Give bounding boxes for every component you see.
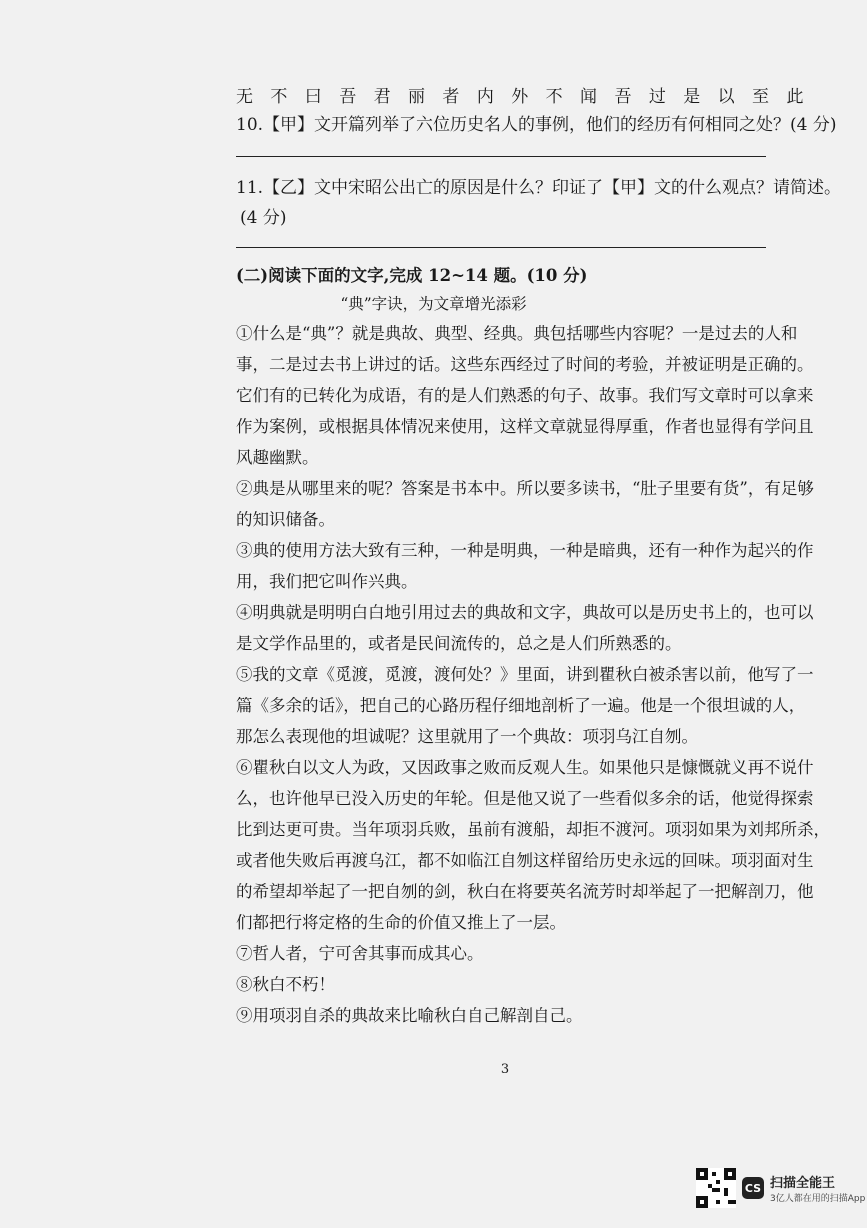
text-line: 它们有的已转化为成语，有的是人们熟悉的句子、故事。我们写文章时可以拿来 [236,386,814,405]
text-line: ⑤我的文章《觅渡，觅渡，渡何处？》里面，讲到瞿秋白被杀害以前，他写了一 [236,665,814,684]
section-heading: (二)阅读下面的文字,完成 12~14 题。(10 分) [236,266,588,285]
article-title: “典”字诀，为文章增光添彩 [340,295,527,313]
text-line: 或者他失败后再渡乌江，都不如临江自刎这样留给历史永远的回味。项羽面对生 [236,851,814,870]
paragraph-1 [236,318,814,473]
question-10: 10.【甲】文开篇列举了六位历史名人的事例，他们的经历有何相同之处？(4 分) [236,115,837,135]
text-line: 的希望却举起了一把自刎的剑，秋白在将要英名流芳时却举起了一把解剖刀，他 [236,882,814,901]
text-line: ⑨用项羽自杀的典故来比喻秋白自己解剖自己。 [236,1006,583,1025]
text-line: 的知识储备。 [236,510,335,529]
paragraph-7 [236,938,781,969]
text-line: 风趣幽默。 [236,448,319,467]
text-line: 事，二是过去书上讲过的话。这些东西经过了时间的考验，并被证明是正确的。 [236,355,814,374]
camscanner-logo-icon: CS [742,1177,764,1199]
article-body [236,318,830,1031]
text-line: ⑥瞿秋白以文人为政，又因政事之败而反观人生。如果他只是慷慨就义再不说什 [236,758,814,777]
paragraph-6 [236,752,830,938]
text-line: 么，也许他早已没入历史的年轮。但是他又说了一些看似多余的话，他觉得探索 [236,789,814,808]
question-11-score: (4 分) [240,208,287,228]
paragraph-9 [236,1000,781,1031]
text-line: ②典是从哪里来的呢？答案是书本中。所以要多读书，“肚子里要有货”，有足够 [236,479,814,498]
answer-line-11 [236,247,766,248]
qr-code-icon [696,1168,736,1208]
page-number: 3 [500,1062,510,1077]
text-line: 那怎么表现他的坦诚呢？这里就用了一个典故：项羽乌江自刎。 [236,727,698,746]
paragraph-5 [236,659,814,752]
paragraph-2 [236,473,814,535]
text-line: 作为案例，或根据具体情况来使用，这样文章就显得厚重，作者也显得有学问且 [236,417,814,436]
text-line: 们都把行将定格的生命的价值又推上了一层。 [236,913,566,932]
text-line: ⑧秋白不朽！ [236,975,335,994]
q9-tail-text: 无 不 曰 吾 君 丽 者 内 外 不 闻 吾 过 是 以 至 此 [236,87,810,107]
text-line: 比到达更可贵。当年项羽兵败，虽前有渡船，却拒不渡河。项羽如果为刘邦所杀， [236,820,830,839]
brand-name: 扫描全能王 [770,1176,836,1191]
text-line: 是文学作品里的，或者是民间流传的，总之是人们所熟悉的。 [236,634,682,653]
scanner-watermark [696,1168,865,1208]
brand-tagline: 3亿人都在用的扫描App [770,1194,866,1204]
question-11: 11.【乙】文中宋昭公出亡的原因是什么？印证了【甲】文的什么观点？请简述。 [236,178,842,198]
text-line: ⑦哲人者，宁可舍其事而成其心。 [236,944,484,963]
text-line: ①什么是“典”？就是典故、典型、经典。典包括哪些内容呢？一是过去的人和 [236,324,798,343]
text-line: 用，我们把它叫作兴典。 [236,572,418,591]
paragraph-8 [236,969,781,1000]
brand-block [770,1172,865,1204]
text-line: ④明典就是明明白白地引用过去的典故和文字，典故可以是历史书上的，也可以 [236,603,814,622]
text-line: ③典的使用方法大致有三种，一种是明典，一种是暗典，还有一种作为起兴的作 [236,541,814,560]
paragraph-4 [236,597,814,659]
paragraph-3 [236,535,814,597]
answer-line-10 [236,156,766,157]
text-line: 篇《多余的话》，把自己的心路历程仔细地剖析了一遍。他是一个很坦诚的人， [236,696,806,715]
